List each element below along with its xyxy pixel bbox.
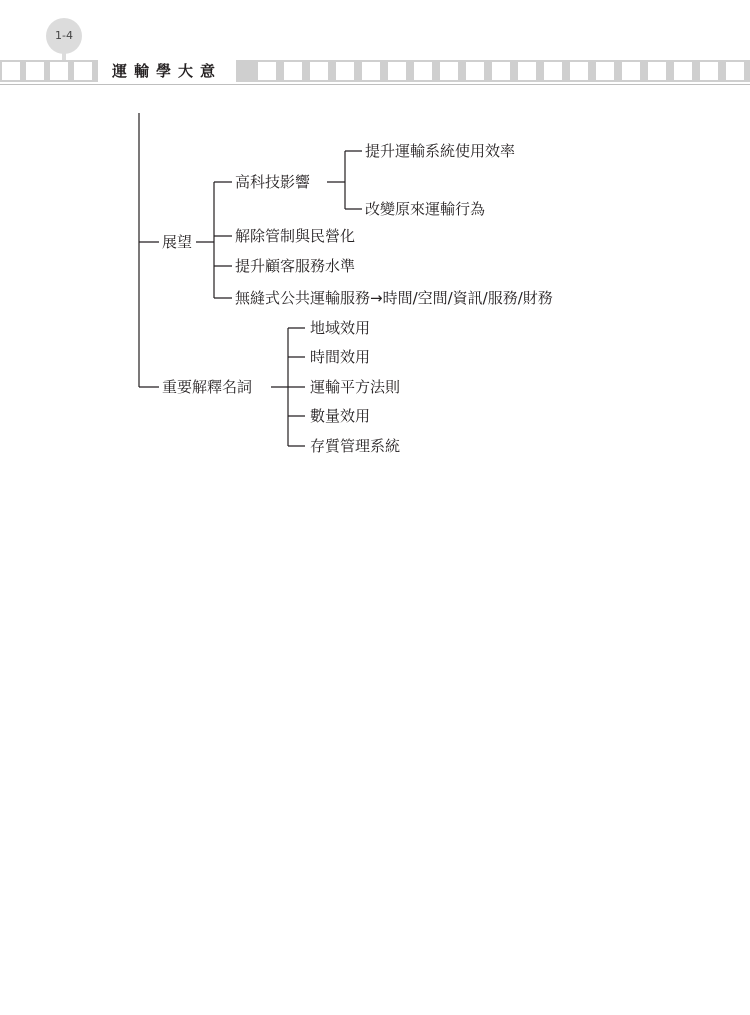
outlook-label: 展望 (162, 233, 193, 251)
seamless-label: 無縫式公共運輸服務→時間/空間/資訊/服務/財務 (235, 289, 553, 307)
term-item: 地域效用 (310, 319, 371, 337)
page-number-badge: 1-4 (46, 18, 82, 54)
header-title: 運輸學大意 (98, 60, 236, 82)
term-item: 時間效用 (310, 348, 371, 366)
service-level-label: 提升顧客服務水準 (235, 257, 356, 275)
deregulation-label: 解除管制與民營化 (235, 227, 356, 245)
hightech-item-behavior: 改變原來運輸行為 (365, 200, 486, 218)
hightech-label: 高科技影響 (235, 173, 311, 191)
term-item: 運輸平方法則 (310, 378, 401, 396)
term-item: 數量效用 (310, 407, 371, 425)
terms-label: 重要解釋名詞 (162, 378, 253, 396)
hightech-item-efficiency: 提升運輸系統使用效率 (365, 142, 516, 160)
term-item: 存質管理系統 (310, 437, 401, 455)
